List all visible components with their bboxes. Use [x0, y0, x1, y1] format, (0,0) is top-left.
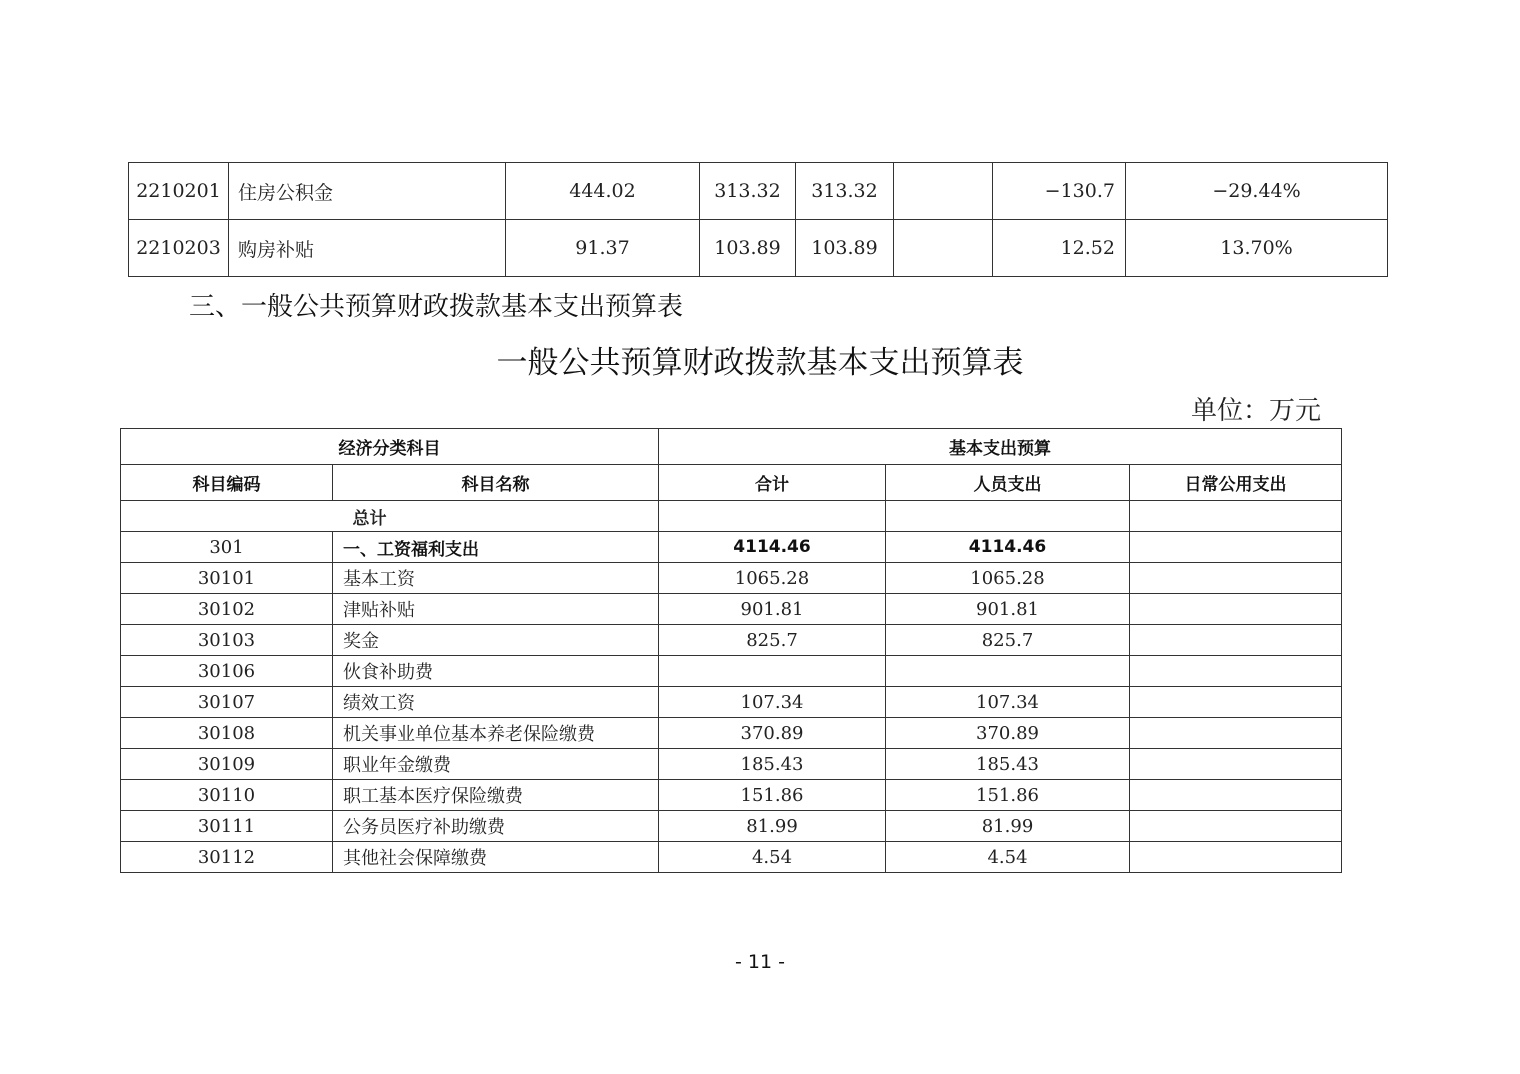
- subject-code: 30107: [121, 687, 333, 718]
- public-cell: [1130, 780, 1342, 811]
- subject-code: 30108: [121, 718, 333, 749]
- subject-code: 30102: [121, 594, 333, 625]
- subject-code: 30109: [121, 749, 333, 780]
- percent-cell: 13.70%: [1126, 220, 1388, 277]
- personnel-cell: [886, 656, 1130, 687]
- subject-name: 其他社会保障缴费: [333, 842, 659, 873]
- personnel-cell: 151.86: [886, 780, 1130, 811]
- subject-code: 30112: [121, 842, 333, 873]
- header-public: 日常公用支出: [1130, 465, 1342, 501]
- public-cell: [1130, 625, 1342, 656]
- subject-code: 30101: [121, 563, 333, 594]
- subject-name: 职业年金缴费: [333, 749, 659, 780]
- total-cell: [659, 656, 886, 687]
- section-heading: 三、一般公共预算财政拨款基本支出预算表: [189, 292, 684, 322]
- personnel-cell: 370.89: [886, 718, 1130, 749]
- total-cell: 370.89: [659, 718, 886, 749]
- amount-cell: 313.32: [700, 163, 796, 220]
- public-cell: [1130, 842, 1342, 873]
- subject-code: 30106: [121, 656, 333, 687]
- unit-label: 单位：万元: [1190, 396, 1321, 426]
- subject-name: 一、工资福利支出: [333, 532, 659, 563]
- difference-cell: 12.52: [993, 220, 1126, 277]
- table-row: [121, 656, 1342, 687]
- table-row: [121, 780, 1342, 811]
- total-cell: 4.54: [659, 842, 886, 873]
- amount-cell: 91.37: [506, 220, 700, 277]
- table-row: [129, 220, 1388, 277]
- budget-table: [120, 428, 1342, 873]
- amount-cell: 313.32: [796, 163, 894, 220]
- header-subject-code: 科目编码: [121, 465, 333, 501]
- table-row: [121, 625, 1342, 656]
- table-row: [121, 842, 1342, 873]
- personnel-cell: 81.99: [886, 811, 1130, 842]
- personnel-cell: 4.54: [886, 842, 1130, 873]
- public-cell: [1130, 594, 1342, 625]
- subject-name: 伙食补助费: [333, 656, 659, 687]
- public-cell: [1130, 811, 1342, 842]
- total-cell: 1065.28: [659, 563, 886, 594]
- table-row: [121, 563, 1342, 594]
- amount-cell: [894, 220, 993, 277]
- table-title: 一般公共预算财政拨款基本支出预算表: [496, 345, 1024, 381]
- header-personnel: 人员支出: [886, 465, 1130, 501]
- total-cell: 185.43: [659, 749, 886, 780]
- subject-code: 30111: [121, 811, 333, 842]
- total-cell: 81.99: [659, 811, 886, 842]
- subject-name: 职工基本医疗保险缴费: [333, 780, 659, 811]
- total-amount: [659, 501, 886, 532]
- subject-code: 30103: [121, 625, 333, 656]
- subject-name: 津贴补贴: [333, 594, 659, 625]
- amount-cell: 444.02: [506, 163, 700, 220]
- personnel-cell: 1065.28: [886, 563, 1130, 594]
- public-cell: [1130, 749, 1342, 780]
- table-row: [129, 163, 1388, 220]
- percent-cell: −29.44%: [1126, 163, 1388, 220]
- header-economic-classification: 经济分类科目: [121, 429, 659, 465]
- carryover-table: [128, 162, 1388, 277]
- subject-code: 30110: [121, 780, 333, 811]
- header-total: 合计: [659, 465, 886, 501]
- subject-code: 2210201: [129, 163, 229, 220]
- table-row: [121, 811, 1342, 842]
- total-label: 总计: [121, 501, 659, 532]
- total-row: [121, 501, 1342, 532]
- personnel-cell: 901.81: [886, 594, 1130, 625]
- public-cell: [1130, 687, 1342, 718]
- subject-code: 301: [121, 532, 333, 563]
- page-number: - 11 -: [735, 951, 785, 973]
- table-row: [121, 687, 1342, 718]
- subject-code: 2210203: [129, 220, 229, 277]
- difference-cell: −130.7: [993, 163, 1126, 220]
- subject-name: 绩效工资: [333, 687, 659, 718]
- total-public: [1130, 501, 1342, 532]
- subject-name: 公务员医疗补助缴费: [333, 811, 659, 842]
- subject-name: 购房补贴: [229, 220, 506, 277]
- public-cell: [1130, 656, 1342, 687]
- subject-name: 住房公积金: [229, 163, 506, 220]
- total-personnel: [886, 501, 1130, 532]
- public-cell: [1130, 532, 1342, 563]
- public-cell: [1130, 563, 1342, 594]
- total-cell: 107.34: [659, 687, 886, 718]
- public-cell: [1130, 718, 1342, 749]
- table-row: [121, 749, 1342, 780]
- subject-name: 机关事业单位基本养老保险缴费: [333, 718, 659, 749]
- personnel-cell: 107.34: [886, 687, 1130, 718]
- header-row: [121, 465, 1342, 501]
- header-basic-expenditure: 基本支出预算: [659, 429, 1342, 465]
- personnel-cell: 185.43: [886, 749, 1130, 780]
- amount-cell: [894, 163, 993, 220]
- table-row: [121, 594, 1342, 625]
- total-cell: 151.86: [659, 780, 886, 811]
- subject-name: 基本工资: [333, 563, 659, 594]
- amount-cell: 103.89: [700, 220, 796, 277]
- total-cell: 4114.46: [659, 532, 886, 563]
- table-row: [121, 532, 1342, 563]
- subject-name: 奖金: [333, 625, 659, 656]
- table-row: [121, 718, 1342, 749]
- personnel-cell: 4114.46: [886, 532, 1130, 563]
- amount-cell: 103.89: [796, 220, 894, 277]
- total-cell: 901.81: [659, 594, 886, 625]
- total-cell: 825.7: [659, 625, 886, 656]
- header-subject-name: 科目名称: [333, 465, 659, 501]
- header-group-row: [121, 429, 1342, 465]
- personnel-cell: 825.7: [886, 625, 1130, 656]
